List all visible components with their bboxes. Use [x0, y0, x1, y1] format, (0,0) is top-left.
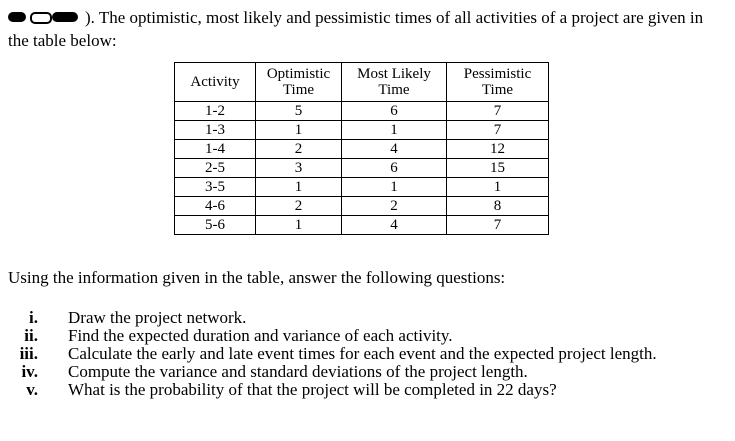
list-item — [8, 344, 657, 363]
intro-line-1: ). The optimistic, most likely and pessimistic times of all activities of a project are given in — [85, 8, 704, 27]
cell-most-likely: 1 — [342, 121, 447, 140]
cell-activity: 1-2 — [175, 102, 256, 121]
table-row — [175, 178, 549, 197]
list-item — [8, 362, 528, 381]
cell-pessimistic: 12 — [447, 140, 549, 159]
cell-activity: 3-5 — [175, 178, 256, 197]
question-number: v. — [26, 380, 38, 399]
question-text: What is the probability of that the project will be completed in 22 days? — [68, 380, 557, 399]
question-number: i. — [29, 308, 38, 327]
header-most-likely: Most Likely Time — [342, 63, 447, 102]
table-row — [175, 216, 549, 235]
table-row — [175, 159, 549, 178]
question-text: Draw the project network. — [68, 308, 247, 327]
cell-most-likely: 6 — [342, 102, 447, 121]
list-item — [8, 308, 247, 327]
list-item — [8, 380, 557, 399]
cell-pessimistic: 7 — [447, 216, 549, 235]
cell-most-likely: 4 — [342, 216, 447, 235]
cell-optimistic: 3 — [256, 159, 342, 178]
header-pessimistic: Pessimistic Time — [447, 63, 549, 102]
cell-activity: 2-5 — [175, 159, 256, 178]
question-number: iii. — [19, 344, 38, 363]
cell-pessimistic: 1 — [447, 178, 549, 197]
table-row — [175, 140, 549, 159]
cell-most-likely: 1 — [342, 178, 447, 197]
cell-pessimistic: 15 — [447, 159, 549, 178]
cell-activity: 1-3 — [175, 121, 256, 140]
list-item — [8, 326, 453, 345]
cell-optimistic: 1 — [256, 121, 342, 140]
cell-optimistic: 1 — [256, 216, 342, 235]
table-row — [175, 102, 549, 121]
cell-most-likely: 6 — [342, 159, 447, 178]
header-activity: Activity — [175, 63, 256, 102]
cell-pessimistic: 8 — [447, 197, 549, 216]
question-text: Compute the variance and standard deviations of the project length. — [68, 362, 528, 381]
cell-optimistic: 5 — [256, 102, 342, 121]
table-row — [175, 121, 549, 140]
cell-optimistic: 2 — [256, 197, 342, 216]
table-row — [175, 197, 549, 216]
cell-activity: 1-4 — [175, 140, 256, 159]
intro-line-2: the table below: — [8, 31, 117, 50]
cell-pessimistic: 7 — [447, 121, 549, 140]
cell-most-likely: 2 — [342, 197, 447, 216]
header-optimistic: Optimistic Time — [256, 63, 342, 102]
cell-optimistic: 2 — [256, 140, 342, 159]
question-text: Calculate the early and late event times for each event and the expected project length. — [68, 344, 657, 363]
question-number: iv. — [21, 362, 38, 381]
question-text: Find the expected duration and variance of each activity. — [68, 326, 453, 345]
cell-pessimistic: 7 — [447, 102, 549, 121]
activity-times-table — [174, 62, 549, 235]
cell-activity: 5-6 — [175, 216, 256, 235]
cell-optimistic: 1 — [256, 178, 342, 197]
redacted-question-number — [8, 10, 84, 24]
intro-paragraph — [8, 6, 728, 52]
cell-most-likely: 4 — [342, 140, 447, 159]
cell-activity: 4-6 — [175, 197, 256, 216]
question-list — [8, 308, 657, 399]
table-header-row — [175, 63, 549, 102]
instructions-lead: Using the information given in the table, answer the following questions: — [8, 268, 506, 287]
question-number: ii. — [24, 326, 38, 345]
